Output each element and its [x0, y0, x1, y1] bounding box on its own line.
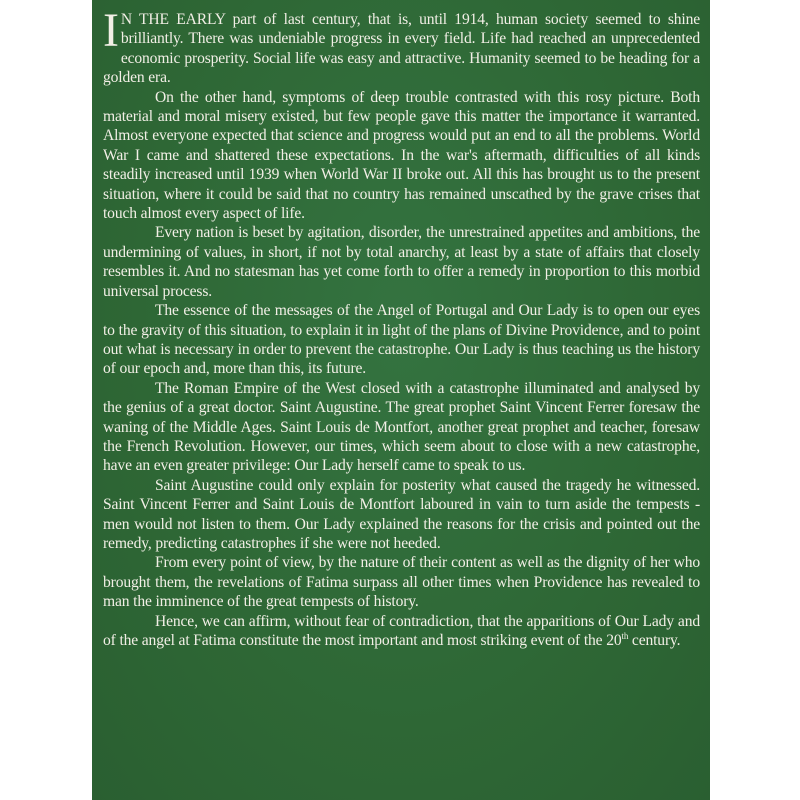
paragraph: From every point of view, by the nature of their content as well as the dignity of her who brought them, the revelations of Fatima surpass all other times when Providence has revealed to man the imminence of the great tempests of history.	[103, 554, 700, 611]
paragraph: The Roman Empire of the West closed with a catastrophe illuminated and analysed by the genius of a great doctor. Saint Augustine. The great prophet Saint Vincent Ferrer foresaw the waning of the Middle Ages. Saint Louis de Montfort, another great prophet and teacher, foresaw the French Revolution. However, our times, which seem about to close with a new catastrophe, have an even greater privilege: Our Lady herself came to speak to us.	[103, 379, 700, 475]
paragraph-intro	[103, 4, 700, 88]
paragraph: Every nation is beset by agitation, disorder, the unrestrained appetites and ambitions, the undermining of values, in short, if not by total anarchy, at least by a state of affairs that closely resembles it. And no statesman has yet come forth to offer a remedy in proportion to this morbid universal process.	[103, 224, 700, 300]
paragraph-conclusion	[103, 612, 700, 651]
paragraph: On the other hand, symptoms of deep trouble contrasted with this rosy picture. Both material and moral misery existed, but few people gave this matter the importance it warranted. Almost everyone expected that science and progress would put an end to all the problems. World War I came and shattered these expectations. In the war's aftermath, difficulties of all kinds steadily increased until 1939 when World War II broke out. All this has brought us to the present situation, where it could be said that no country has remained unscathed by the grave crises that touch almost every aspect of life.	[103, 88, 700, 223]
paragraph: Saint Augustine could only explain for posterity what caused the tragedy he witnessed. Saint Vincent Ferrer and Saint Louis de Montfort laboured in vain to turn aside the tempests - men would not listen to them. Our Lady explained the reasons for the crisis and pointed out the remedy, predicting catastrophes if she were not heeded.	[103, 476, 700, 552]
conclusion-text: Hence, we can affirm, without fear of contradiction, that the apparitions of Our Lady and of the angel at Fatima constitute the most important and most striking event of the 20	[103, 612, 700, 649]
paragraph: The essence of the messages of the Angel of Portugal and Our Lady is to open our eyes to the gravity of this situation, to explain it in light of the plans of Divine Providence, and to point out what is necessary in order to prevent the catastrophe. Our Lady is thus teaching us the history of our epoch and, more than this, its future.	[103, 302, 700, 378]
drop-cap-letter: I	[103, 4, 119, 57]
conclusion-end: century.	[628, 632, 681, 649]
ordinal-suffix: th	[621, 631, 629, 641]
intro-text: N THE EARLY part of last century, that is, until 1914, human society seemed to shine brilliantly. There was undeniable progress in every field. Life had reached an unprecedented economic prosperity. Social life was easy and attractive. Humanity seemed to be heading for a golden era.	[103, 11, 700, 87]
book-page	[92, 0, 710, 800]
body-text	[103, 4, 700, 650]
